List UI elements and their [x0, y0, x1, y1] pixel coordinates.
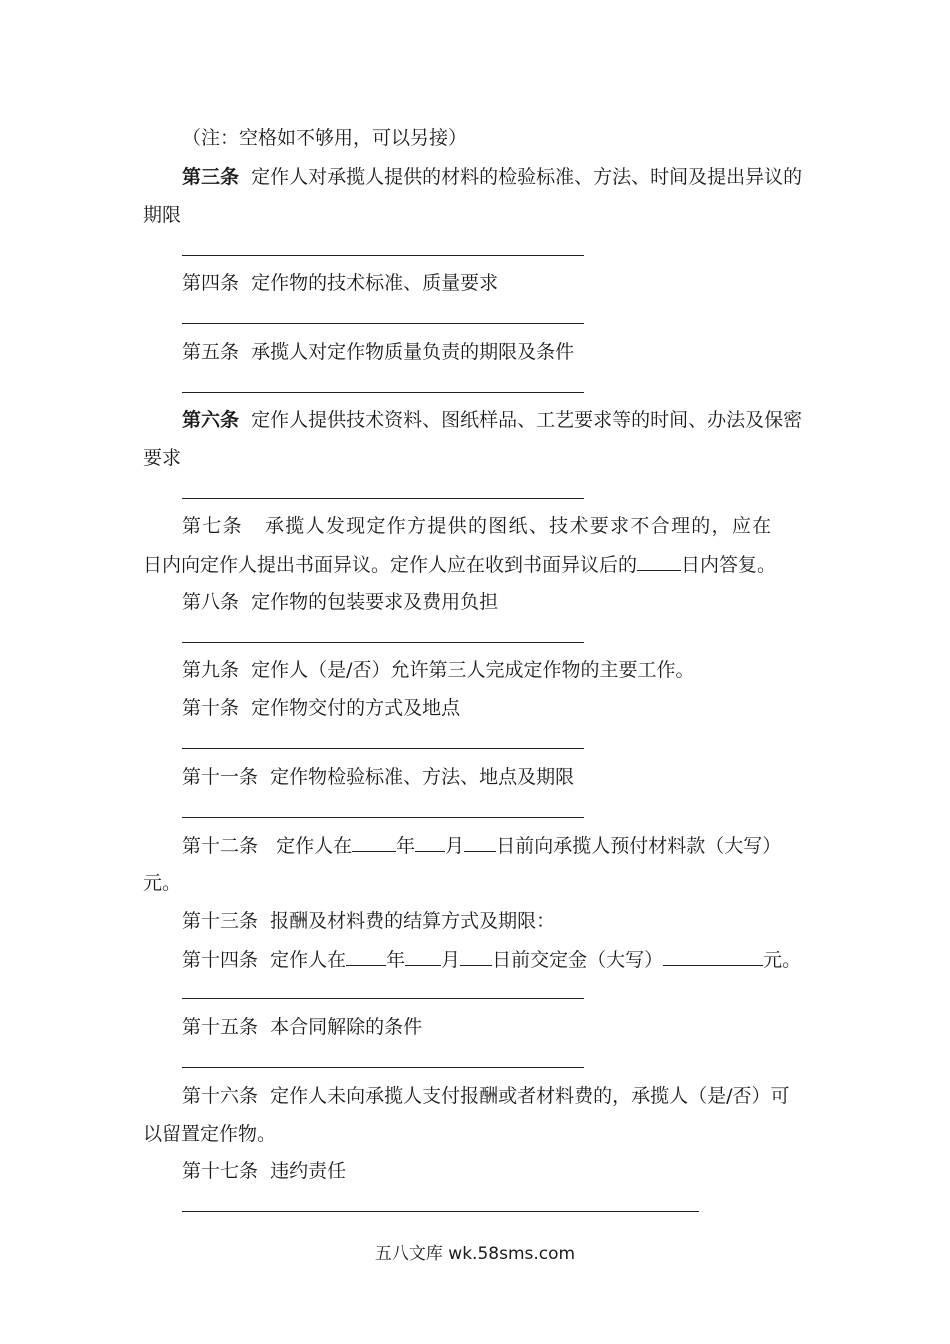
article-10 — [182, 696, 460, 720]
article-14-text-cont: 日前交定金（大写） — [492, 949, 664, 971]
fill-line — [182, 498, 584, 499]
article-8-text: 定作物的包装要求及费用负担 — [251, 591, 499, 613]
footer-watermark: 五八文库 wk.58sms.com — [374, 1244, 576, 1264]
article-16-text-cont: 以留置定作物。 — [143, 1123, 277, 1145]
article-13 — [182, 909, 555, 933]
article-5 — [182, 340, 574, 364]
article-12-title: 第十二条 — [182, 835, 259, 857]
article-16-line2 — [143, 1122, 276, 1146]
article-3-text-cont: 期限 — [143, 204, 182, 226]
article-5-text: 承揽人对定作物质量负责的期限及条件 — [251, 341, 575, 363]
blank-month[interactable] — [405, 947, 441, 966]
year-label: 年 — [396, 835, 416, 857]
article-9 — [182, 658, 695, 682]
article-7-text-end: 日内答复。 — [681, 554, 777, 576]
article-3-text: 定作人对承揽人提供的材料的检验标准、方法、时间及提出异议的 — [251, 166, 803, 188]
article-10-title: 第十条 — [182, 697, 240, 719]
article-17 — [182, 1159, 346, 1183]
article-16-title: 第十六条 — [182, 1085, 259, 1107]
article-7-line1 — [182, 514, 772, 538]
article-14-text: 定作人在 — [270, 949, 347, 971]
article-4 — [182, 271, 498, 295]
fill-line — [182, 392, 584, 393]
article-17-text: 违约责任 — [270, 1160, 347, 1182]
article-13-text: 报酬及材料费的结算方式及期限： — [270, 910, 556, 932]
article-13-title: 第十三条 — [182, 910, 259, 932]
article-5-title: 第五条 — [182, 341, 240, 363]
article-11-text: 定作物检验标准、方法、地点及期限 — [270, 766, 575, 788]
yuan-label: 元。 — [143, 872, 182, 894]
fill-line — [182, 998, 584, 999]
article-16-text: 定作人未向承揽人支付报酬或者材料费的，承揽人（是/否）可 — [270, 1085, 790, 1107]
fill-line — [182, 1067, 584, 1068]
article-8-title: 第八条 — [182, 591, 240, 613]
blank-days[interactable] — [637, 552, 681, 571]
article-7-title: 第七条 — [182, 515, 243, 537]
article-15-text: 本合同解除的条件 — [270, 1016, 423, 1038]
blank-month[interactable] — [415, 833, 445, 852]
fill-line — [182, 642, 584, 643]
article-8 — [182, 590, 498, 614]
article-6-line1 — [182, 408, 802, 432]
article-7-line2 — [143, 552, 776, 577]
month-label: 月 — [441, 949, 461, 971]
article-3-line1 — [182, 165, 802, 189]
article-4-text: 定作物的技术标准、质量要求 — [251, 272, 499, 294]
fill-line — [182, 323, 584, 324]
article-11-title: 第十一条 — [182, 766, 259, 788]
month-label: 月 — [445, 835, 465, 857]
article-12-text: 定作人在 — [276, 835, 353, 857]
article-7-text-cont: 日内向定作人提出书面异议。定作人应在收到书面异议后的 — [143, 554, 638, 576]
article-4-title: 第四条 — [182, 272, 240, 294]
article-16-line1 — [182, 1084, 790, 1108]
article-7-text: 承揽人发现定作方提供的图纸、技术要求不合理的，应在 — [264, 515, 773, 537]
article-9-title: 第九条 — [182, 659, 240, 681]
article-15 — [182, 1015, 422, 1039]
article-3-title: 第三条 — [182, 166, 240, 188]
article-15-title: 第十五条 — [182, 1016, 259, 1038]
year-label: 年 — [386, 949, 406, 971]
fill-line — [182, 255, 584, 256]
note-text: （注：空格如不够用，可以另接） — [182, 127, 468, 149]
article-12-line2 — [143, 871, 181, 895]
article-12-line1 — [182, 833, 781, 858]
blank-year[interactable] — [352, 833, 396, 852]
article-6-text: 定作人提供技术资料、图纸样品、工艺要求等的时间、办法及保密 — [251, 409, 803, 431]
article-12-text-cont: 日前向承揽人预付材料款（大写） — [496, 835, 782, 857]
article-10-text: 定作物交付的方式及地点 — [251, 697, 461, 719]
yuan-label: 元。 — [763, 949, 802, 971]
blank-deposit-amount[interactable] — [663, 947, 763, 966]
article-17-title: 第十七条 — [182, 1160, 259, 1182]
fill-line — [182, 817, 584, 818]
blank-year[interactable] — [346, 947, 386, 966]
blank-day[interactable] — [460, 947, 492, 966]
article-14 — [182, 947, 801, 972]
note-line — [182, 126, 467, 150]
article-11 — [182, 765, 574, 789]
article-6-text-cont: 要求 — [143, 447, 182, 469]
article-14-title: 第十四条 — [182, 949, 259, 971]
blank-day[interactable] — [464, 833, 496, 852]
article-9-text: 定作人（是/否）允许第三人完成定作物的主要工作。 — [251, 659, 695, 681]
article-6-title: 第六条 — [182, 409, 240, 431]
fill-line — [182, 748, 584, 749]
fill-line — [182, 1211, 699, 1212]
article-3-line2 — [143, 203, 181, 227]
article-6-line2 — [143, 446, 181, 470]
